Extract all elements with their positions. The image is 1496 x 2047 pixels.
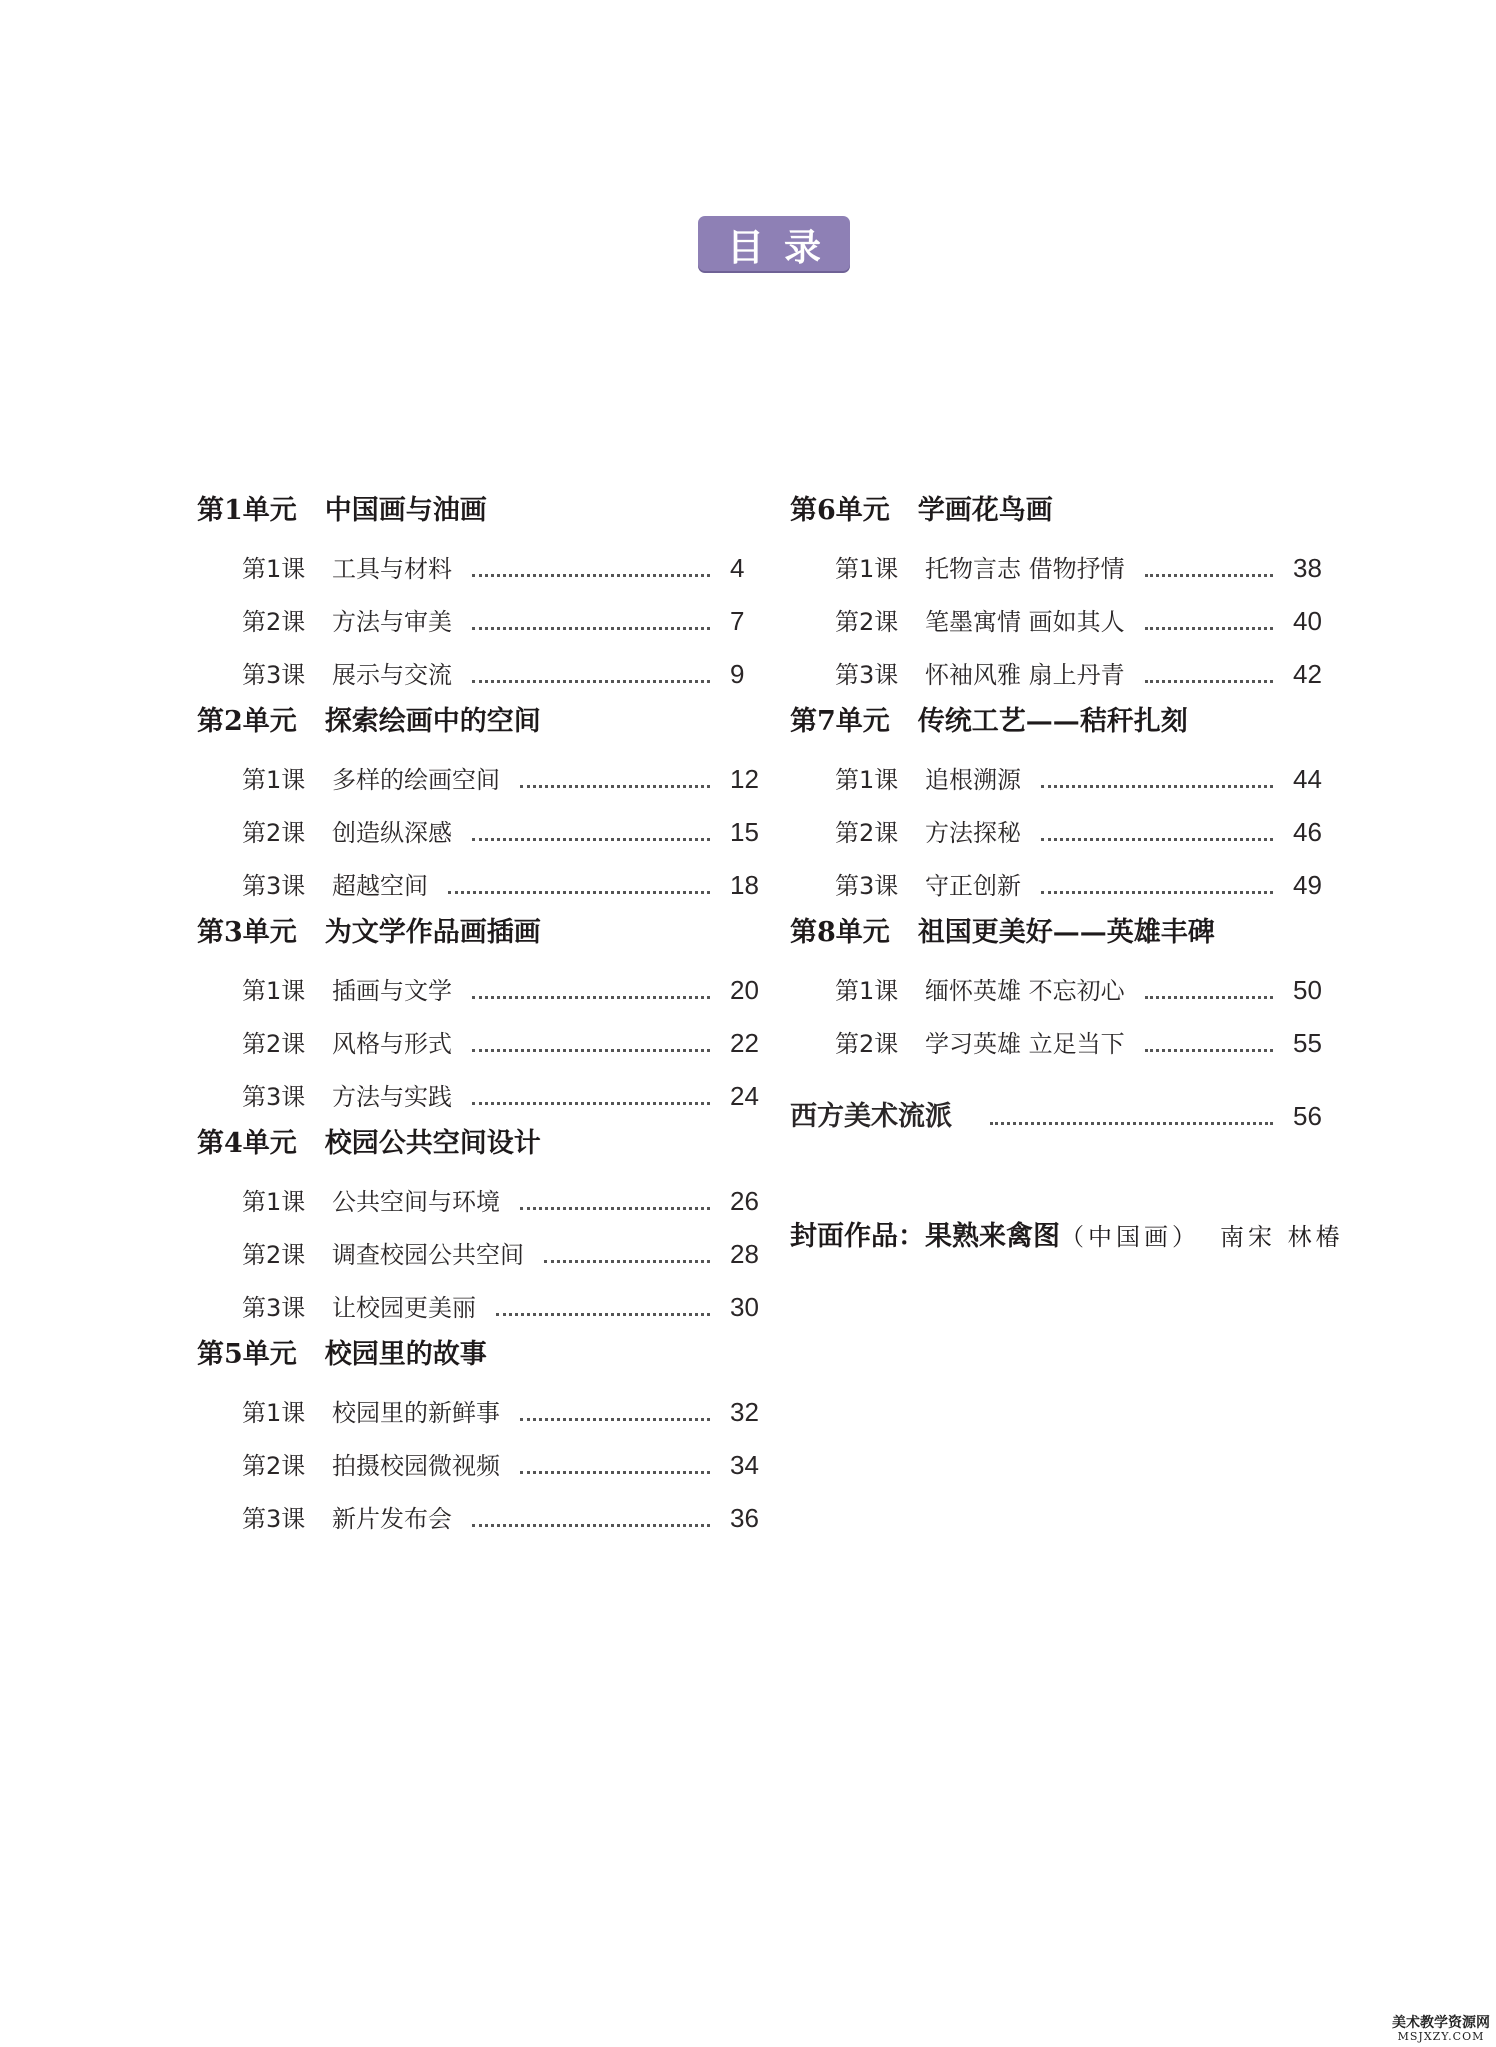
lesson-title: 方法探秘 [925,819,1021,847]
dot-leader [472,627,710,630]
page-number: 38 [1293,553,1322,583]
page-number: 30 [730,1292,759,1322]
lesson-entry[interactable] [835,872,1345,899]
page-number: 49 [1293,870,1322,900]
lesson-entry[interactable] [242,1452,782,1479]
lesson-title: 怀袖风雅 扇上丹青 [925,661,1125,689]
dot-leader [472,574,710,577]
lesson-entry[interactable] [835,661,1345,688]
lesson-entry[interactable] [242,766,782,793]
dot-leader [472,1049,710,1052]
cover-author: 南宋 林椿 [1220,1223,1344,1251]
cover-label: 封面作品： [790,1221,925,1252]
page-number: 28 [730,1239,759,1269]
unit-heading[interactable] [790,919,1215,946]
lesson-number: 第1课 [835,555,899,583]
page-number: 42 [1293,659,1322,689]
lesson-number: 第2课 [242,1030,306,1058]
lesson-number: 第1课 [242,977,306,1005]
cover-credit [790,1223,1344,1250]
page-number: 26 [730,1186,759,1216]
page-number: 50 [1293,975,1322,1005]
lesson-title: 让校园更美丽 [332,1294,476,1322]
lesson-number: 第2课 [242,1452,306,1480]
lesson-title: 展示与交流 [332,661,452,689]
lesson-number: 第1课 [242,766,306,794]
lesson-entry[interactable] [242,1505,782,1532]
lesson-number: 第1课 [242,1188,306,1216]
dot-leader [1145,627,1273,630]
lesson-entry[interactable] [835,766,1345,793]
lesson-number: 第2课 [835,819,899,847]
dot-leader [472,1102,710,1105]
page-number: 44 [1293,764,1322,794]
lesson-entry[interactable] [835,555,1345,582]
lesson-title: 方法与审美 [332,608,452,636]
page-number: 12 [730,764,759,794]
lesson-entry[interactable] [242,1083,782,1110]
dot-leader [1145,1049,1273,1052]
lesson-number: 第1课 [835,766,899,794]
lesson-title: 校园里的新鲜事 [332,1399,500,1427]
unit-heading[interactable] [790,497,1053,524]
dot-leader [1145,996,1273,999]
lesson-number: 第3课 [242,1083,306,1111]
lesson-entry[interactable] [835,608,1345,635]
unit-number: 第5单元 [197,1339,297,1370]
page-number: 46 [1293,817,1322,847]
page-number: 56 [1293,1101,1322,1131]
dot-leader [544,1260,710,1263]
unit-heading[interactable] [197,919,541,946]
unit-title: 中国画与油画 [324,495,487,526]
lesson-title: 风格与形式 [332,1030,452,1058]
unit-title: 学画花鸟画 [917,495,1053,526]
unit-title: 校园公共空间设计 [324,1128,541,1159]
lesson-number: 第1课 [242,1399,306,1427]
unit-number: 第6单元 [790,495,890,526]
lesson-number: 第3课 [242,1505,306,1533]
lesson-number: 第2课 [835,608,899,636]
lesson-number: 第2课 [242,608,306,636]
page-number: 18 [730,870,759,900]
page-number: 7 [730,606,745,636]
lesson-number: 第3课 [835,872,899,900]
lesson-entry[interactable] [242,661,782,688]
page-title-badge [698,216,850,271]
lesson-entry[interactable] [242,1399,782,1426]
dot-leader [1041,838,1273,841]
page-number: 4 [730,553,745,583]
lesson-number: 第3课 [242,1294,306,1322]
watermark-en: MSJXZY.COM [1397,2029,1485,2043]
unit-title: 校园里的故事 [324,1339,487,1370]
lesson-number: 第3课 [835,661,899,689]
unit-heading[interactable] [197,1130,541,1157]
dot-leader [1145,680,1273,683]
unit-title: 传统工艺——秸秆扎刻 [917,706,1188,737]
lesson-title: 新片发布会 [332,1505,452,1533]
lesson-entry[interactable] [242,1294,782,1321]
unit-title: 祖国更美好——英雄丰碑 [917,917,1215,948]
page-number: 40 [1293,606,1322,636]
lesson-title: 学习英雄 立足当下 [925,1030,1125,1058]
page-number: 36 [730,1503,759,1533]
page-number: 22 [730,1028,759,1058]
lesson-title: 托物言志 借物抒情 [925,555,1125,583]
lesson-title: 调查校园公共空间 [332,1241,524,1269]
unit-number: 第4单元 [197,1128,297,1159]
dot-leader [520,785,710,788]
page-number: 32 [730,1397,759,1427]
watermark-cn: 美术教学资源网 [1392,2014,1490,2031]
lesson-entry[interactable] [242,608,782,635]
lesson-title: 公共空间与环境 [332,1188,500,1216]
dot-leader [472,838,710,841]
unit-number: 第3单元 [197,917,297,948]
lesson-number: 第3课 [242,661,306,689]
dot-leader [472,996,710,999]
lesson-number: 第2课 [835,1030,899,1058]
page-number: 55 [1293,1028,1322,1058]
dot-leader [472,1524,710,1527]
lesson-title: 追根溯源 [925,766,1021,794]
lesson-title: 缅怀英雄 不忘初心 [925,977,1125,1005]
lesson-entry[interactable] [242,1241,782,1268]
cover-work-type: （中国画） [1060,1223,1200,1251]
unit-title: 为文学作品画插画 [324,917,541,948]
unit-heading[interactable] [790,708,1188,735]
lesson-entry[interactable] [242,1030,782,1057]
appendix-title: 西方美术流派 [790,1101,952,1132]
page-number: 15 [730,817,759,847]
appendix-entry[interactable] [790,1103,1345,1130]
dot-leader [1145,574,1273,577]
page-number: 20 [730,975,759,1005]
page-title: 目录 [727,224,841,269]
lesson-title: 工具与材料 [332,555,452,583]
unit-heading[interactable] [197,497,487,524]
lesson-number: 第3课 [242,872,306,900]
page-number: 34 [730,1450,759,1480]
unit-number: 第1单元 [197,495,297,526]
lesson-title: 多样的绘画空间 [332,766,500,794]
lesson-entry[interactable] [242,555,782,582]
dot-leader [520,1471,710,1474]
lesson-number: 第1课 [835,977,899,1005]
unit-heading[interactable] [197,708,541,735]
lesson-number: 第2课 [242,819,306,847]
lesson-number: 第1课 [242,555,306,583]
unit-number: 第8单元 [790,917,890,948]
lesson-entry[interactable] [242,819,782,846]
unit-heading[interactable] [197,1341,487,1368]
lesson-entry[interactable] [242,872,782,899]
lesson-title: 插画与文学 [332,977,452,1005]
page-number: 24 [730,1081,759,1111]
lesson-entry[interactable] [835,1030,1345,1057]
lesson-entry[interactable] [835,819,1345,846]
lesson-title: 超越空间 [332,872,428,900]
dot-leader [448,891,710,894]
lesson-title: 创造纵深感 [332,819,452,847]
dot-leader [1041,785,1273,788]
lesson-title: 拍摄校园微视频 [332,1452,500,1480]
lesson-number: 第2课 [242,1241,306,1269]
unit-number: 第7单元 [790,706,890,737]
dot-leader [496,1313,710,1316]
unit-title: 探索绘画中的空间 [324,706,541,737]
lesson-entry[interactable] [242,977,782,1004]
unit-number: 第2单元 [197,706,297,737]
page-number: 9 [730,659,745,689]
dot-leader [1041,891,1273,894]
dot-leader [990,1122,1273,1125]
lesson-entry[interactable] [835,977,1345,1004]
dot-leader [520,1418,710,1421]
lesson-title: 笔墨寓情 画如其人 [925,608,1125,636]
lesson-title: 守正创新 [925,872,1021,900]
dot-leader [472,680,710,683]
dot-leader [520,1207,710,1210]
cover-work-title: 果熟来禽图 [925,1221,1060,1252]
lesson-title: 方法与实践 [332,1083,452,1111]
watermark [1392,2016,1490,2043]
lesson-entry[interactable] [242,1188,782,1215]
